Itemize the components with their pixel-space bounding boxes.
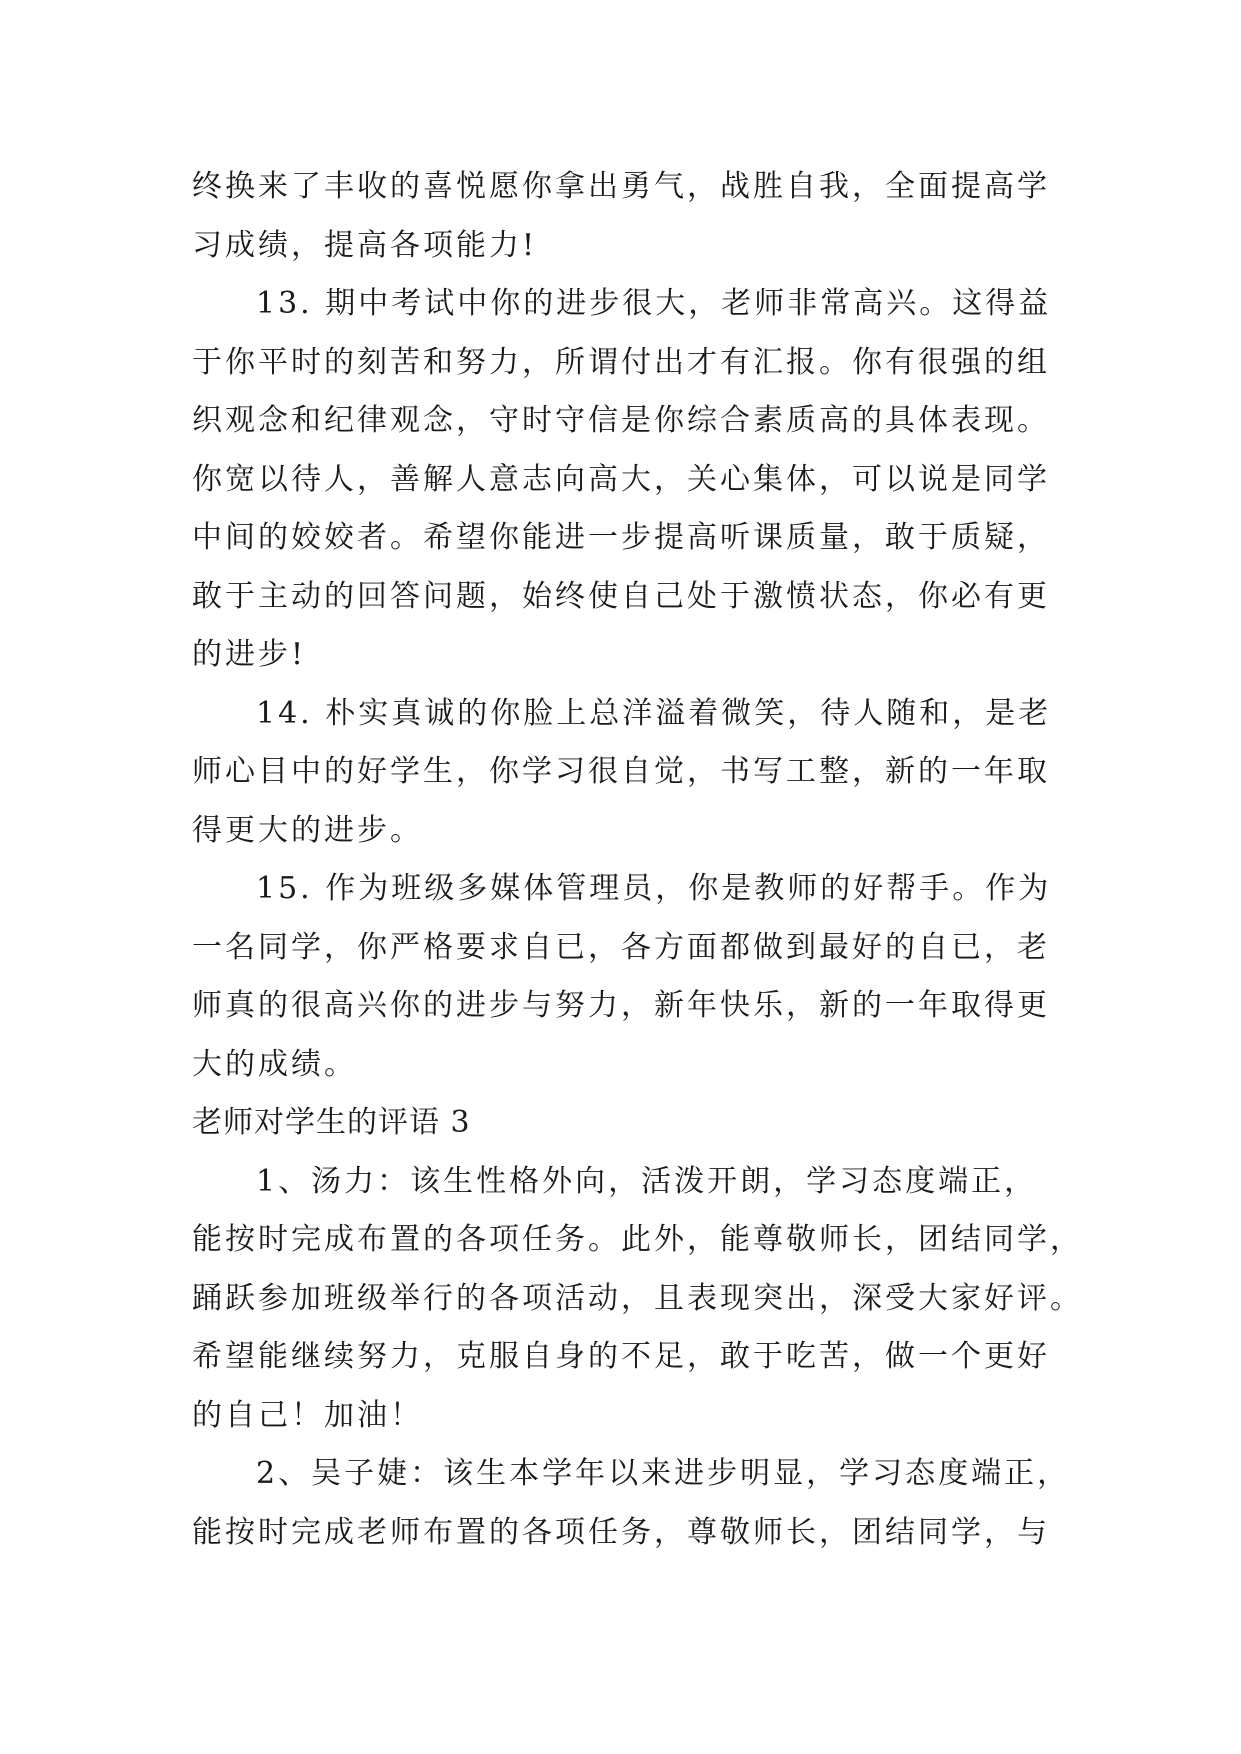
paragraph-line-15: 15. 作为班级多媒体管理员，你是教师的好帮手。作为 bbox=[256, 871, 1052, 906]
paragraph-line: 终换来了丰收的喜悦愿你拿出勇气，战胜自我，全面提高学 bbox=[192, 169, 1050, 204]
document-body bbox=[192, 158, 1083, 1562]
paragraph-line: 师心目中的好学生，你学习很自觉，书写工整，新的一年取 bbox=[192, 754, 1050, 789]
paragraph-line: 能按时完成老师布置的各项任务，尊敬师长，团结同学，与 bbox=[192, 1514, 1050, 1550]
paragraph-line: 敢于主动的回答问题，始终使自己处于激愤状态，你必有更 bbox=[192, 578, 1050, 614]
paragraph-line: 得更大的进步。 bbox=[192, 812, 423, 848]
paragraph-line: 织观念和纪律观念，守时守信是你综合素质高的具体表现。 bbox=[192, 403, 1050, 438]
paragraph-line: 中间的姣姣者。希望你能进一步提高听课质量，敢于质疑， bbox=[192, 520, 1050, 555]
paragraph-line: 于你平时的刻苦和努力，所谓付出才有汇报。你有很强的组 bbox=[192, 344, 1050, 380]
paragraph-line: 大的成绩。 bbox=[192, 1046, 357, 1082]
paragraph-line-14: 14. 朴实真诚的你脸上总洋溢着微笑，待人随和，是老 bbox=[256, 695, 1052, 731]
paragraph-line: 你宽以待人，善解人意志向高大，关心集体，可以说是同学 bbox=[192, 461, 1050, 497]
paragraph-line: 习成绩，提高各项能力! bbox=[192, 227, 538, 263]
paragraph-line: 一名同学，你严格要求自已，各方面都做到最好的自已，老 bbox=[192, 929, 1050, 965]
section-heading: 老师对学生的评语 3 bbox=[192, 1105, 471, 1140]
paragraph-line: 的自己！加油！ bbox=[192, 1397, 423, 1433]
paragraph-line-2: 2、吴子婕：该生本学年以来进步明显，学习态度端正， bbox=[256, 1456, 1071, 1491]
paragraph-line: 的进步! bbox=[192, 637, 307, 672]
paragraph-line-13: 13. 期中考试中你的进步很大，老师非常高兴。这得益 bbox=[256, 286, 1052, 321]
paragraph-line: 能按时完成布置的各项任务。此外，能尊敬师长，团结同学， bbox=[192, 1222, 1083, 1257]
paragraph-line-1: 1、汤力：该生性格外向，活泼开朗，学习态度端正， bbox=[256, 1163, 1038, 1199]
paragraph-line: 踊跃参加班级举行的各项活动，且表现突出，深受大家好评。 bbox=[192, 1280, 1083, 1316]
paragraph-line: 师真的很高兴你的进步与努力，新年快乐，新的一年取得更 bbox=[192, 988, 1050, 1023]
paragraph-line: 希望能继续努力，克服自身的不足，敢于吃苦，做一个更好 bbox=[192, 1339, 1050, 1374]
